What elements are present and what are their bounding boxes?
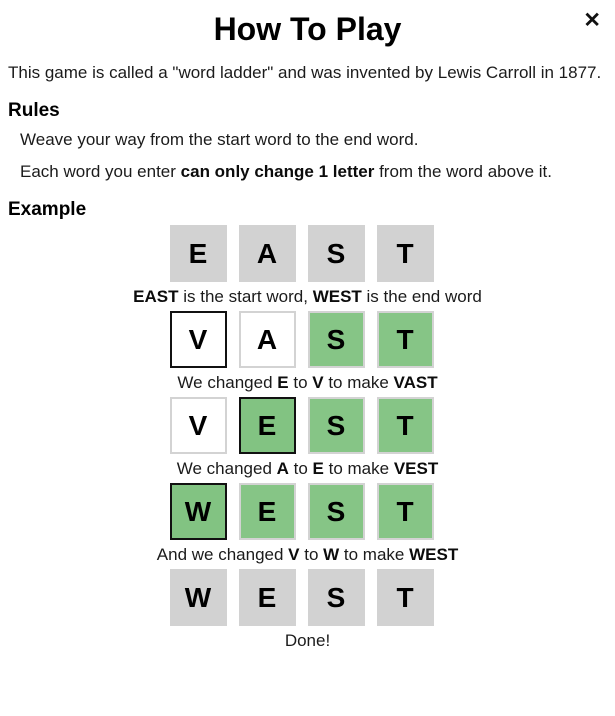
caption-letter: V: [312, 373, 324, 392]
letter-tile: E: [239, 569, 296, 626]
letter-tile: T: [377, 483, 434, 540]
caption-text: to make: [323, 373, 394, 392]
word-row-vest: [8, 397, 607, 454]
caption-text: We changed: [176, 459, 277, 478]
letter-tile: A: [239, 311, 296, 368]
letter-tile: T: [377, 397, 434, 454]
caption-text: to make: [323, 459, 394, 478]
caption-letter: A: [276, 459, 289, 478]
word-row-vast: [8, 311, 607, 368]
example-caption-3: [8, 458, 607, 479]
letter-tile: S: [308, 483, 365, 540]
letter-tile: S: [308, 225, 365, 282]
caption-text: to: [299, 545, 324, 564]
letter-tile: S: [308, 311, 365, 368]
letter-tile: W: [170, 569, 227, 626]
word-row-west-green: [8, 483, 607, 540]
caption-text: to make: [339, 545, 410, 564]
letter-tile: E: [239, 483, 296, 540]
caption-letter: E: [312, 459, 324, 478]
rule-text: Each word you enter: [20, 162, 181, 181]
caption-text: We changed: [177, 373, 278, 392]
caption-letter: E: [277, 373, 289, 392]
letter-tile: W: [170, 483, 227, 540]
example-caption-2: [8, 372, 607, 393]
caption-text: And we changed: [156, 545, 289, 564]
letter-tile: S: [308, 569, 365, 626]
close-icon[interactable]: ✕: [583, 9, 601, 32]
rules-heading: Rules: [8, 100, 60, 121]
rule-text: from the word above it.: [374, 162, 552, 181]
caption-text: is the end word: [361, 287, 482, 306]
caption-text: Done!: [284, 631, 331, 650]
letter-tile: T: [377, 225, 434, 282]
caption-word: WEST: [409, 545, 459, 564]
caption-text: is the start word,: [178, 287, 313, 306]
caption-word: VAST: [393, 373, 438, 392]
letter-tile: E: [170, 225, 227, 282]
caption-letter: W: [323, 545, 340, 564]
word-row-east: [8, 225, 607, 282]
letter-tile: E: [239, 397, 296, 454]
letter-tile: S: [308, 397, 365, 454]
example-caption-done: [8, 630, 607, 651]
letter-tile: T: [377, 569, 434, 626]
word-row-west-gray: [8, 569, 607, 626]
caption-text: to: [288, 459, 313, 478]
example-caption-4: [8, 544, 607, 565]
example-caption-1: [8, 286, 607, 307]
intro-text: This game is called a "word ladder" and was invented by Lewis Carroll in 1877.: [8, 63, 602, 82]
letter-tile: V: [170, 397, 227, 454]
caption-word: EAST: [133, 287, 179, 306]
caption-text: to: [288, 373, 313, 392]
caption-letter: V: [288, 545, 300, 564]
letter-tile: V: [170, 311, 227, 368]
rule-bold-text: can only change 1 letter: [180, 162, 375, 181]
rule-line-1: Weave your way from the start word to the end word.: [20, 130, 419, 149]
caption-word: WEST: [312, 287, 362, 306]
example-heading: Example: [8, 199, 87, 220]
rule-line-2: [20, 161, 607, 183]
letter-tile: T: [377, 311, 434, 368]
letter-tile: A: [239, 225, 296, 282]
page-title: How To Play: [213, 11, 402, 47]
caption-word: VEST: [393, 459, 439, 478]
example-section: [8, 225, 607, 651]
